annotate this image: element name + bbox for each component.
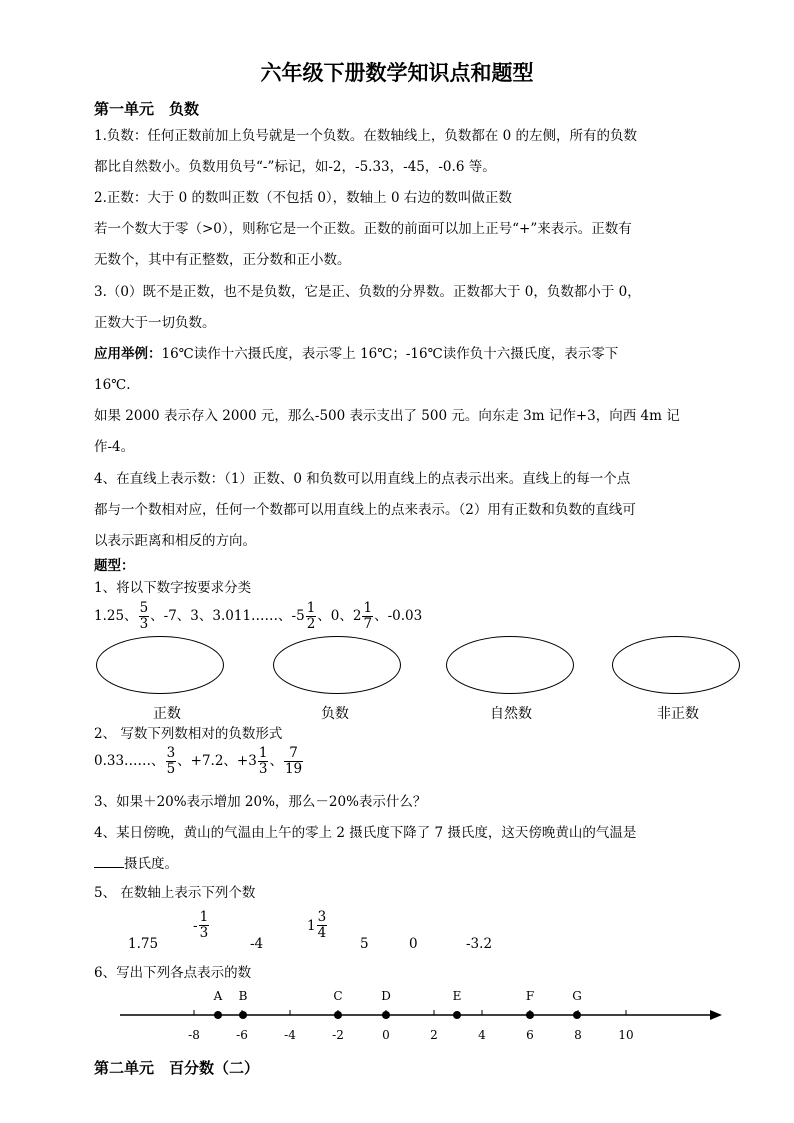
q1-part-c: 、0、2 <box>317 608 362 624</box>
question-6: 6、写出下列各点表示的数 <box>94 965 252 981</box>
fraction: $\frac{3}{5}$ <box>166 745 176 777</box>
text-line-10: 如果 2000 表示存入 2000 元，那么-500 表示支出了 500 元。向东走 3m 记作+3，向西 4m 记 <box>94 408 680 424</box>
q1-part-b: 、-7、3、3.011……、-5 <box>150 608 305 624</box>
category-label-natural: 自然数 <box>490 706 532 722</box>
point-dot <box>573 1011 581 1019</box>
unit2-heading: 第二单元 百分数（二） <box>94 1059 260 1077</box>
page-title: 六年级下册数学知识点和题型 <box>260 60 534 85</box>
point-dot <box>214 1011 222 1019</box>
q5-number-5: 5 <box>360 936 369 952</box>
point-label: D <box>381 989 391 1003</box>
category-oval-natural[interactable] <box>446 636 574 694</box>
text-line-1: 1.负数：任何正数前加上负号就是一个负数。在数轴线上，负数都在 0 的左侧，所有的负数 <box>94 128 638 144</box>
point-label: G <box>572 989 582 1003</box>
fraction: $\frac{5}{3}$ <box>139 600 149 632</box>
text-line-6: 3.（0）既不是正数，也不是负数，它是正、负数的分界数。正数都大于 0，负数都小于 0， <box>94 284 641 300</box>
question-2: 2、 写数下列数相对的负数形式 <box>94 726 283 742</box>
axis-tick-label: 2 <box>430 1028 438 1042</box>
point-label: C <box>333 989 343 1003</box>
category-oval-negative[interactable] <box>273 636 401 694</box>
fraction: $\frac{1}{7}$ <box>363 600 373 632</box>
answer-blank[interactable] <box>94 853 124 868</box>
text-line-4: 若一个数大于零（>0），则称它是一个正数。正数的前面可以加上正号“+”来表示。正数有 <box>94 221 632 237</box>
example-label: 应用举例： <box>94 346 162 362</box>
fraction: $\frac{1}{3}$ <box>199 909 209 941</box>
question-5: 5、 在数轴上表示下列个数 <box>94 885 256 901</box>
axis-tick-label: -2 <box>332 1028 344 1042</box>
category-oval-nonpositive[interactable] <box>612 636 740 694</box>
axis-tick-label: 10 <box>618 1028 634 1042</box>
question-4: 4、某日傍晚，黄山的气温由上午的零上 2 摄氏度下降了 7 摄氏度，这天傍晚黄山的气温是 <box>94 825 637 841</box>
category-label-nonpositive: 非正数 <box>657 706 699 722</box>
axis-tick-label: -4 <box>284 1028 296 1042</box>
category-label-positive: 正数 <box>153 706 181 722</box>
q5-number-3: -4 <box>250 936 264 952</box>
q5-number-7: -3.2 <box>466 936 493 952</box>
point-dot <box>334 1011 342 1019</box>
text-line-7: 正数大于一切负数。 <box>94 315 216 331</box>
problems-label: 题型： <box>94 558 135 574</box>
q1-part-a: 1.25、 <box>94 608 138 624</box>
number-line <box>0 980 794 1050</box>
question-1: 1、将以下数字按要求分类 <box>94 580 252 596</box>
q5-number-4: 1 $\frac{3}{4}$ <box>307 909 327 941</box>
fraction: $\frac{1}{2}$ <box>306 600 316 632</box>
point-dot <box>382 1011 390 1019</box>
axis-tick-label: 6 <box>526 1028 534 1042</box>
fraction: $\frac{7}{19}$ <box>284 745 303 777</box>
text-line-3: 2.正数：大于 0 的数叫正数（不包括 0），数轴上 0 右边的数叫做正数 <box>94 190 512 206</box>
unit1-heading: 第一单元 负数 <box>94 100 200 118</box>
point-label: A <box>213 989 223 1003</box>
q2-number-list: 0.33……、 $\frac{3}{5}$ 、+7.2、+3 $\frac{1}{3}$ 、 $\frac{7}{19}$ <box>94 745 303 777</box>
point-dot <box>239 1011 247 1019</box>
axis-tick-label: 0 <box>382 1028 390 1042</box>
point-dot <box>526 1011 534 1019</box>
text-line-11: 作-4。 <box>94 439 135 455</box>
text-line-9: 16℃. <box>94 377 131 393</box>
example-text: 16℃读作十六摄氏度，表示零上 16℃；-16℃读作负十六摄氏度，表示零下 <box>161 346 619 362</box>
category-oval-positive[interactable] <box>96 636 224 694</box>
q5-number-1: 1.75 <box>128 936 159 952</box>
fraction: $\frac{1}{3}$ <box>258 745 268 777</box>
axis-tick-label: -8 <box>188 1028 200 1042</box>
q1-number-list <box>94 601 422 632</box>
point-dot <box>453 1011 461 1019</box>
text-line-14: 以表示距离和相反的方向。 <box>94 533 256 549</box>
category-label-negative: 负数 <box>321 706 349 722</box>
text-line-2: 都比自然数小。负数用负号“-”标记，如-2，-5.33，-45，-0.6 等。 <box>94 159 496 175</box>
text-line-12: 4、在直线上表示数：（1）正数、0 和负数可以用直线上的点表示出来。直线上的每一个点 <box>94 471 631 487</box>
point-label: F <box>525 989 535 1003</box>
text-line-13: 都与一个数相对应，任何一个数都可以用直线上的点来表示。（2）用有正数和负数的直线可 <box>94 502 636 518</box>
number-line-arrow <box>710 1010 722 1020</box>
q1-part-d: 、-0.03 <box>374 608 423 624</box>
q5-number-2: - $\frac{1}{3}$ <box>193 909 209 941</box>
q5-number-6: 0 <box>409 936 418 952</box>
text-line-5: 无数个，其中有正整数，正分数和正小数。 <box>94 252 351 268</box>
axis-tick-label: 4 <box>478 1028 486 1042</box>
point-label: B <box>238 989 248 1003</box>
question-4-cont: 摄氏度。 <box>94 853 178 874</box>
axis-tick-label: 8 <box>574 1028 582 1042</box>
axis-tick-label: -6 <box>236 1028 248 1042</box>
question-3: 3、如果＋20%表示增加 20%，那么－20%表示什么？ <box>94 794 427 810</box>
example-line <box>94 344 618 364</box>
point-label: E <box>452 989 462 1003</box>
fraction: $\frac{3}{4}$ <box>317 909 327 941</box>
